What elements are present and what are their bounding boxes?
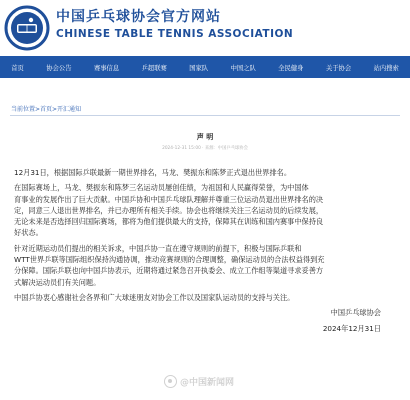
site-title[interactable]: 中国乒乓球协会官方网站: [56, 9, 221, 25]
signature-line: 中国乒乓球协会: [330, 308, 381, 318]
nav-item-home[interactable]: 首页: [11, 64, 24, 72]
nav-item-fitness[interactable]: 全民健身: [278, 64, 304, 72]
article-line: 针对近期运动员们提出的相关诉求，中国乒协一直在遵守规则的前提下，积极与国际乒联和: [14, 243, 302, 253]
weibo-watermark-icon: [164, 375, 177, 388]
nav-item-search[interactable]: 站内搜索: [373, 64, 399, 72]
signature-line: 2024年12月31日: [322, 323, 381, 333]
article-line: 定，同意三人退出世界排名，并已办理所有相关手续。协会也将继续关注三名运动员的后续发展，: [14, 205, 324, 215]
nav-item-national-team[interactable]: 国家队: [189, 64, 209, 72]
ctta-logo-icon[interactable]: [4, 5, 50, 51]
article-line: 分保障。国际乒联也向中国乒协表示，近期将通过紧急召开执委会、成立工作组等渠道寻求妥善方: [14, 266, 324, 276]
breadcrumb[interactable]: 当前位置>首页>开汇通知: [11, 106, 82, 113]
article-line: WTT世界乒联等国际组织保持沟通协调，推动竞赛规则的合理调整，确保运动员的合法权益得到充: [14, 255, 325, 265]
article-meta: 2024-12-31 15:00 · 来源：中国乒乓球协会: [162, 146, 248, 151]
site-subtitle: CHINESE TABLE TENNIS ASSOCIATION: [56, 28, 294, 40]
article-line: 育事业的发展作出了巨大贡献。中国乒协和中国乒乓球队理解并尊重三位运动员退出世界排名的决: [14, 194, 324, 204]
watermark-text: @中国新闻网: [180, 378, 235, 388]
article-line: 好状态。: [14, 228, 43, 238]
article-title: 声 明: [196, 133, 214, 141]
article-line: 12月31日，根据国际乒联最新一期世界排名，马龙、樊振东和陈梦正式退出世界排名。: [14, 168, 292, 177]
article-body: [14, 167, 395, 334]
article-line: 中国乒协衷心感谢社会各界和广大球迷朋友对协会工作以及国家队运动员的支持与关注。: [14, 292, 295, 302]
article-line: 无论未来是否选择回归国际赛场，都将为他们提供最大的支持，保障其在训练和国内赛事中保持良: [14, 217, 324, 227]
nav-item-announcements[interactable]: 协会公告: [46, 64, 72, 72]
nav-item-events[interactable]: 赛事信息: [93, 64, 120, 72]
article-line: 式解决运动员们有关问题。: [14, 277, 101, 287]
nav-item-super-league[interactable]: 乒超联赛: [141, 64, 167, 72]
main-nav: [0, 56, 410, 78]
watermark: [164, 375, 234, 388]
nav-item-china-team[interactable]: 中国之队: [230, 64, 256, 72]
site-header: [0, 0, 410, 56]
divider: [10, 115, 400, 116]
article-line: 在国际赛场上，马龙、樊振东和陈梦三名运动员屡创佳绩，为祖国和人民赢得荣誉，为中国体: [14, 183, 309, 193]
nav-item-about[interactable]: 关于协会: [325, 64, 352, 72]
